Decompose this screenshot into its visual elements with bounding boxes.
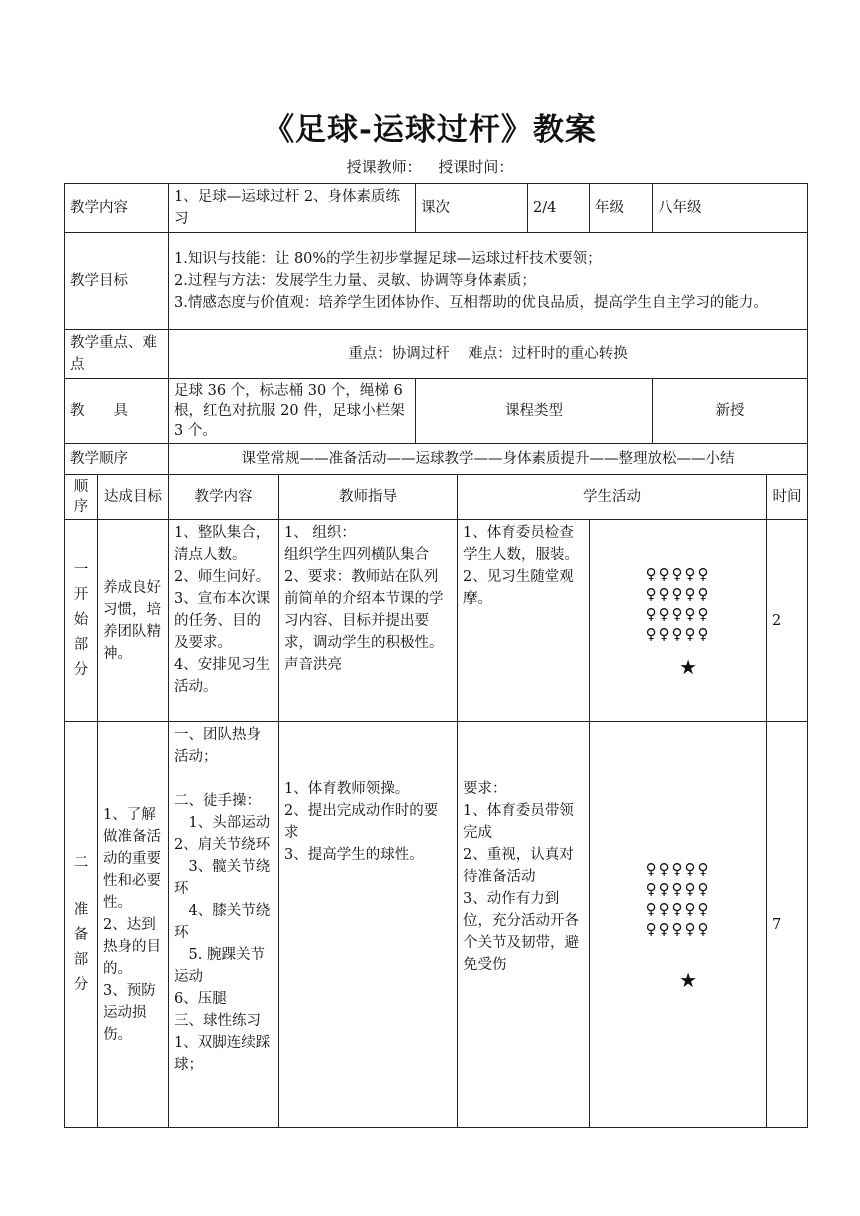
student-item: 1、体育委员检查学生人数，服装。: [463, 525, 580, 563]
seq-char: 备: [73, 927, 89, 943]
student-item: 2、重视，认真对待准备活动: [463, 847, 574, 885]
lesson-plan-table: [64, 183, 808, 1128]
seq-char: 部: [73, 637, 89, 653]
seq-char: 准: [73, 902, 89, 918]
document-title: 《足球-运球过杆》教案: [263, 112, 597, 148]
content-item: 5. 腕踝关节运动: [174, 947, 265, 985]
section-seq: [65, 722, 98, 1128]
row-goals: [65, 233, 808, 330]
section-header-row: [65, 475, 808, 520]
time-label: 授课时间：: [438, 158, 514, 176]
content-item: 2、肩关节绕环: [174, 837, 271, 853]
teacher-label: 授课教师：: [346, 158, 422, 176]
formation-row: ♀♀♀♀♀: [645, 919, 711, 938]
grade-label: 年级: [590, 184, 653, 233]
section-guide: [279, 520, 458, 722]
goal-item: 1、了解做准备活动的重要性和必要性。: [103, 806, 161, 911]
section-goal: [98, 722, 169, 1128]
header-seq: 顺序: [65, 475, 98, 520]
keypoints-value: 重点：协调过杆 难点：过杆时的重心转换: [169, 330, 808, 379]
header-time: 时间: [767, 475, 808, 520]
guide-item: 2、提出完成动作时的要求: [284, 803, 439, 841]
teacher-star-icon: ★: [679, 967, 697, 992]
content-item: 4、安排见习生活动。: [174, 657, 271, 695]
guide-item: 2、要求：教师站在队列前简单的介绍本节课的学习内容、目标并提出要求，调动学生的积极性。声音洪亮: [284, 569, 444, 673]
keypoints-label: 教学重点、难点: [65, 330, 169, 379]
content-item: 6、压腿: [174, 991, 227, 1007]
formation-row: ♀♀♀♀♀: [645, 859, 711, 878]
order-value: 课堂常规——准备活动——运球教学——身体素质提升——整理放松——小结: [169, 444, 808, 475]
header-guide: 教师指导: [279, 475, 458, 520]
seq-char: 一: [73, 562, 89, 578]
teacher-star-icon: ★: [679, 654, 697, 679]
order-label: 教学顺序: [65, 444, 169, 475]
section-row-prep: [65, 722, 808, 1128]
content-spacer: [174, 768, 273, 790]
section-goal: 养成良好习惯，培养团队精神。: [98, 520, 169, 722]
section-formation: [590, 722, 767, 1128]
content-item: 一、团队热身活动；: [174, 727, 261, 765]
section-row-start: [65, 520, 808, 722]
section-student: [458, 520, 590, 722]
goal-item: 3、预防运动损伤。: [103, 982, 156, 1043]
course-type-value: 新授: [653, 379, 808, 444]
student-item: 1、体育委员带领完成: [463, 803, 574, 841]
row-equipment: [65, 379, 808, 444]
seq-spacer: [67, 876, 95, 898]
seq-char: 部: [73, 952, 89, 968]
row-keypoints: [65, 330, 808, 379]
guide-item: 1、体育教师领操。: [284, 781, 410, 797]
formation-row: ♀♀♀♀♀: [645, 584, 711, 603]
student-item: 要求：: [463, 781, 507, 797]
content-item: 1、头部运动: [174, 815, 271, 831]
section-content: [169, 520, 279, 722]
content-label: 教学内容: [65, 184, 169, 233]
grade-value: 八年级: [653, 184, 808, 233]
formation-row: ♀♀♀♀♀: [645, 604, 711, 623]
guide-item: 1、 组织：: [284, 525, 356, 541]
row-order: [65, 444, 808, 475]
content-item: 4、膝关节绕环: [174, 903, 271, 941]
header-content: 教学内容: [169, 475, 279, 520]
content-item: 1、整队集合，清点人数。: [174, 525, 271, 563]
equipment-label: 教 具: [65, 379, 169, 444]
seq-char: 始: [73, 612, 89, 628]
guide-item: 组织学生四列横队集合: [284, 547, 429, 563]
seq-char: 分: [73, 662, 89, 678]
formation-row: ♀♀♀♀♀: [645, 564, 711, 583]
section-formation: [590, 520, 767, 722]
document-subtitle: [0, 156, 860, 177]
formation-row: ♀♀♀♀♀: [645, 879, 711, 898]
content-item: 2、师生问好。: [174, 569, 271, 585]
content-item: 二、徒手操：: [174, 793, 261, 809]
seq-char: 二: [73, 855, 89, 871]
formation-diagram: [595, 859, 761, 939]
row-content: [65, 184, 808, 233]
goals-value: [169, 233, 808, 330]
content-item: 3、宣布本次课的任务、目的及要求。: [174, 591, 271, 651]
section-time: 7: [767, 722, 808, 1128]
session-value: 2/4: [528, 184, 590, 233]
seq-char: 分: [73, 977, 89, 993]
goal-item: 2、达到热身的目的。: [103, 916, 161, 977]
formation-diagram: [595, 564, 761, 644]
header-goal: 达成目标: [98, 475, 169, 520]
goal-item: 1.知识与技能：让 80%的学生初步掌握足球—运球过杆技术要领；: [174, 251, 602, 267]
content-item: 3、髋关节绕环: [174, 859, 271, 897]
goals-label: 教学目标: [65, 233, 169, 330]
session-label: 课次: [416, 184, 528, 233]
seq-char: 开: [73, 587, 89, 603]
section-seq: [65, 520, 98, 722]
content-item: 三、球性练习: [174, 1013, 261, 1029]
header-student: 学生活动: [458, 475, 767, 520]
student-item: 2、见习生随堂观摩。: [463, 569, 574, 607]
formation-row: ♀♀♀♀♀: [645, 624, 711, 643]
section-guide: [279, 722, 458, 1128]
section-content: [169, 722, 279, 1128]
section-student: [458, 722, 590, 1128]
section-time: 2: [767, 520, 808, 722]
course-type-label: 课程类型: [416, 379, 653, 444]
goal-item: 3.情感态度与价值观：培养学生团体协作、互相帮助的优良品质，提高学生自主学习的能力。: [174, 295, 768, 311]
student-item: 3、动作有力到位，充分活动开各个关节及韧带，避免受伤: [463, 891, 580, 973]
goal-item: 2.过程与方法：发展学生力量、灵敏、协调等身体素质；: [174, 273, 536, 289]
content-item: 1、双脚连续踩球；: [174, 1035, 271, 1073]
guide-item: 3、提高学生的球性。: [284, 847, 424, 863]
equipment-value: 足球 36 个，标志桶 30 个，绳梯 6 根，红色对抗服 20 件，足球小栏架 3 个。: [169, 379, 416, 444]
formation-row: ♀♀♀♀♀: [645, 899, 711, 918]
content-value: 1、足球—运球过杆 2、身体素质练习: [169, 184, 416, 233]
